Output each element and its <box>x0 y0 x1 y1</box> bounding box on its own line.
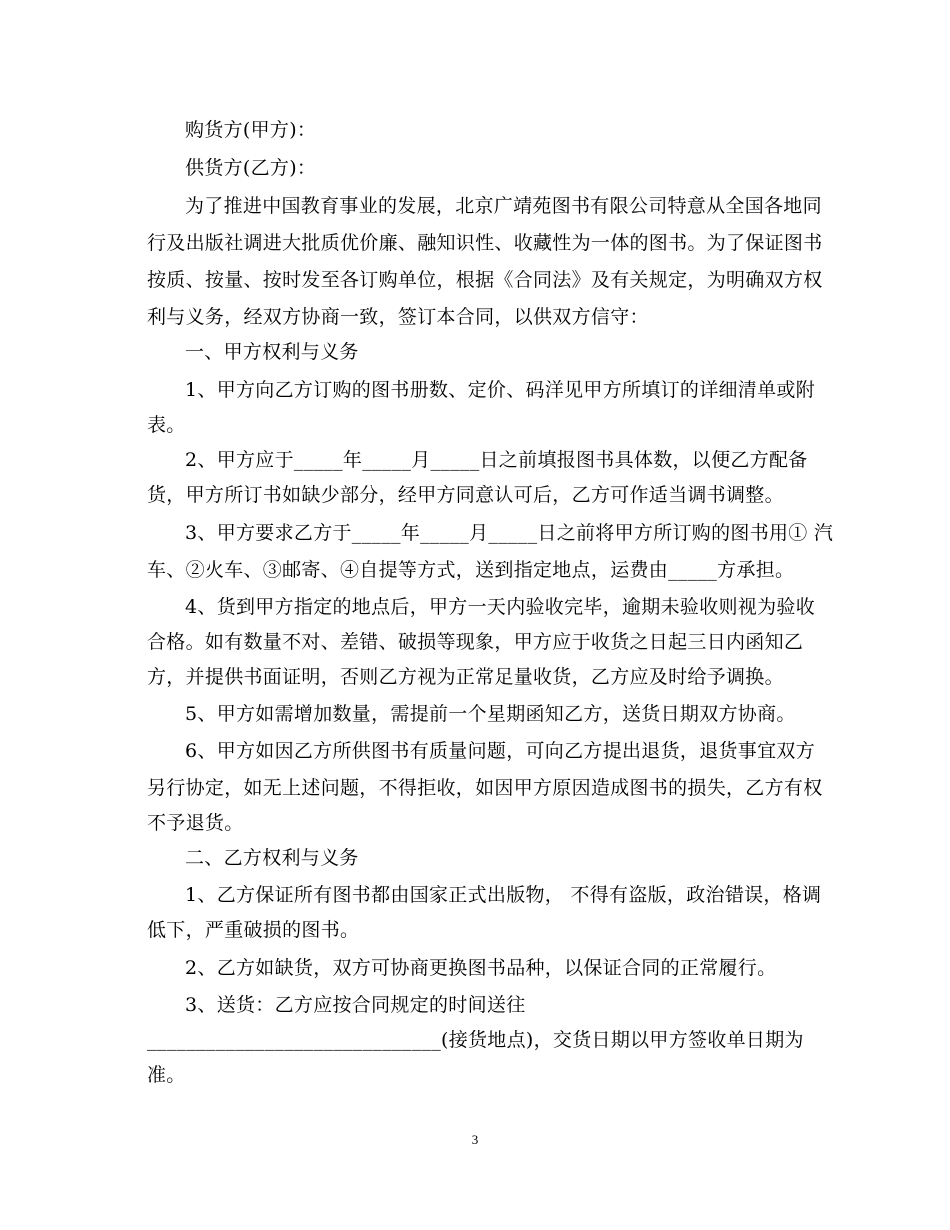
clause-a4-line-2: 合格。如有数量不对、差错、破损等现象，甲方应于收货之日起三日内函知乙 <box>147 631 804 653</box>
clause-a2-line-1: 2、甲方应于_____年_____月_____日之前填报图书具体数，以便乙方配备 <box>185 449 808 471</box>
clause-a1-line-1: 1、甲方向乙方订购的图书册数、定价、码洋见甲方所填订的详细清单或附 <box>185 379 815 401</box>
preamble-line-3: 按质、按量、按时发至各订购单位，根据《合同法》及有关规定，为明确双方权 <box>147 269 823 291</box>
clause-a6-line-3: 不予退货。 <box>147 812 244 834</box>
section-heading-party-a: 一、甲方权利与义务 <box>185 341 359 363</box>
buyer-party-line: 购货方(甲方)： <box>185 119 317 141</box>
clause-a3-line-1: 3、甲方要求乙方于_____年_____月_____日之前将甲方所订购的图书用① 汽 <box>185 522 834 544</box>
page-number: 3 <box>471 1132 479 1147</box>
clause-b3-line-1: 3、送货：乙方应按合同规定的时间送往 <box>185 994 526 1016</box>
clause-b3-line-2: ______________________________(接货地点)，交货日期以甲方签收单日期为 <box>147 1029 804 1051</box>
clause-a3-line-2: 车、②火车、③邮寄、④自提等方式，送到指定地点，运费由_____方承担。 <box>147 559 795 581</box>
preamble-line-2: 行及出版社调进大批质优价廉、融知识性、收藏性为一体的图书。为了保证图书 <box>147 232 823 254</box>
section-heading-party-b: 二、乙方权利与义务 <box>185 847 359 869</box>
clause-a6-line-2: 另行协定，如无上述问题，不得拒收，如因甲方原因造成图书的损失，乙方有权 <box>147 777 823 799</box>
clause-a6-line-1: 6、甲方如因乙方所供图书有质量问题，可向乙方提出退货，退货事宜双方 <box>185 740 815 762</box>
clause-b1-line-2: 低下，严重破损的图书。 <box>147 919 360 941</box>
clause-a2-line-2: 货，甲方所订书如缺少部分，经甲方同意认可后，乙方可作适当调书调整。 <box>147 484 784 506</box>
clause-b2-line-1: 2、乙方如缺货，双方可协商更换图书品种，以保证合同的正常履行。 <box>185 957 777 979</box>
preamble-line-1: 为了推进中国教育事业的发展，北京广靖苑图书有限公司特意从全国各地同 <box>185 195 822 217</box>
clause-a1-line-2: 表。 <box>147 414 186 436</box>
clause-a4-line-1: 4、货到甲方指定的地点后，甲方一天内验收完毕，逾期未验收则视为验收 <box>185 596 815 618</box>
clause-a5-line-1: 5、甲方如需增加数量，需提前一个星期函知乙方，送货日期双方协商。 <box>185 703 796 725</box>
clause-b3-line-3: 准。 <box>147 1064 186 1086</box>
clause-b1-line-1: 1、乙方保证所有图书都由国家正式出版物， 不得有盗版，政治错误，格调 <box>185 884 822 906</box>
supplier-party-line: 供货方(乙方)： <box>185 157 317 179</box>
preamble-line-4: 利与义务，经双方协商一致，签订本合同，以供双方信守： <box>147 306 649 328</box>
clause-a4-line-3: 方，并提供书面证明，否则乙方视为正常足量收货，乙方应及时给予调换。 <box>147 666 784 688</box>
